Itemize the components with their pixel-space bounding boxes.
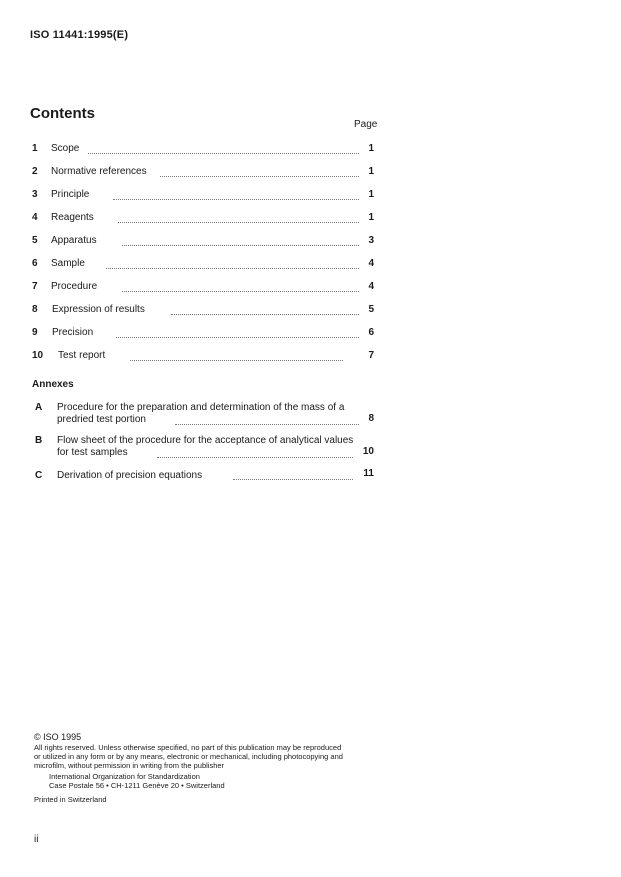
organization-name: International Organization for Standardization: [49, 772, 200, 781]
annexes-title: Annexes: [32, 379, 74, 390]
contents-title: Contents: [30, 105, 95, 122]
rights-text-3: microfilm, without permission in writing from the publisher: [34, 761, 225, 770]
toc-page: 7: [368, 350, 374, 361]
annex-title-line-2: for test samples: [57, 447, 128, 458]
annex-title-line-1: Flow sheet of the procedure for the acceptance of analytical values: [57, 435, 354, 446]
toc-number: 6: [32, 258, 38, 269]
annex-page: 11: [363, 468, 374, 479]
toc-page: 6: [368, 327, 374, 338]
toc-number: 10: [32, 350, 44, 361]
annex-letter: B: [35, 435, 43, 446]
toc-leader: [160, 176, 359, 177]
toc-number: 3: [32, 189, 38, 200]
annex-title-line-2: predried test portion: [57, 414, 146, 425]
toc-label: Procedure: [51, 281, 98, 292]
toc-entry[interactable]: [0, 189, 621, 203]
annex-title-line-1: Procedure for the preparation and determination of the mass of a: [57, 402, 345, 413]
toc-leader: [106, 268, 359, 269]
toc-label: Normative references: [51, 166, 147, 177]
toc-page: 1: [368, 143, 374, 154]
toc-leader: [88, 153, 359, 154]
toc-number: 8: [32, 304, 38, 315]
toc-entry[interactable]: [0, 235, 621, 249]
annex-page: 10: [362, 446, 374, 457]
toc-label: Expression of results: [52, 304, 145, 315]
toc-label: Test report: [58, 350, 106, 361]
rights-text-1: All rights reserved. Unless otherwise specified, no part of this publication may be reproduced: [34, 743, 342, 752]
toc-label: Principle: [51, 189, 90, 200]
page-column-header: Page: [354, 119, 378, 130]
toc-leader: [171, 314, 359, 315]
toc-label: Precision: [52, 327, 94, 338]
toc-label: Reagents: [51, 212, 94, 223]
printed-in: Printed in Switzerland: [34, 795, 107, 804]
toc-number: 5: [32, 235, 38, 246]
toc-entry[interactable]: [0, 166, 621, 180]
toc-leader: [116, 337, 359, 338]
annex-letter: C: [35, 470, 43, 481]
toc-entry[interactable]: [0, 327, 621, 341]
document-id: ISO 11441:1995(E): [30, 29, 129, 41]
toc-page: 1: [368, 212, 374, 223]
toc-label: Apparatus: [51, 235, 97, 246]
toc-number: 9: [32, 327, 38, 338]
toc-page: 4: [368, 281, 374, 292]
rights-text-2: or utilized in any form or by any means, electronic or mechanical, including photocopying and: [34, 752, 343, 761]
toc-leader: [113, 199, 359, 200]
copyright-line: © ISO 1995: [34, 732, 82, 742]
toc-leader: [130, 360, 343, 361]
toc-entry[interactable]: [0, 212, 621, 226]
organization-address: Case Postale 56 • CH-1211 Genève 20 • Switzerland: [49, 781, 225, 790]
annex-leader: [233, 479, 353, 480]
toc-number: 1: [32, 143, 38, 154]
annex-page: 8: [368, 413, 374, 424]
toc-leader: [118, 222, 359, 223]
toc-entry[interactable]: [0, 258, 621, 272]
toc-leader: [122, 245, 359, 246]
toc-page: 1: [368, 189, 374, 200]
toc-number: 2: [32, 166, 38, 177]
toc-number: 4: [32, 212, 38, 223]
toc-entry[interactable]: [0, 143, 621, 157]
annex-leader: [157, 457, 353, 458]
toc-leader: [122, 291, 359, 292]
toc-entry[interactable]: [0, 281, 621, 295]
toc-page: 1: [368, 166, 374, 177]
toc-label: Sample: [51, 258, 85, 269]
toc-page: 4: [368, 258, 374, 269]
toc-entry[interactable]: [0, 350, 621, 364]
annex-letter: A: [35, 402, 43, 413]
toc-page: 3: [368, 235, 374, 246]
toc-label: Scope: [51, 143, 80, 154]
annex-title-line-1: Derivation of precision equations: [57, 470, 203, 481]
page-number: ii: [34, 834, 39, 845]
toc-page: 5: [368, 304, 374, 315]
toc-number: 7: [32, 281, 38, 292]
toc-entry[interactable]: [0, 304, 621, 318]
annex-leader: [175, 424, 359, 425]
